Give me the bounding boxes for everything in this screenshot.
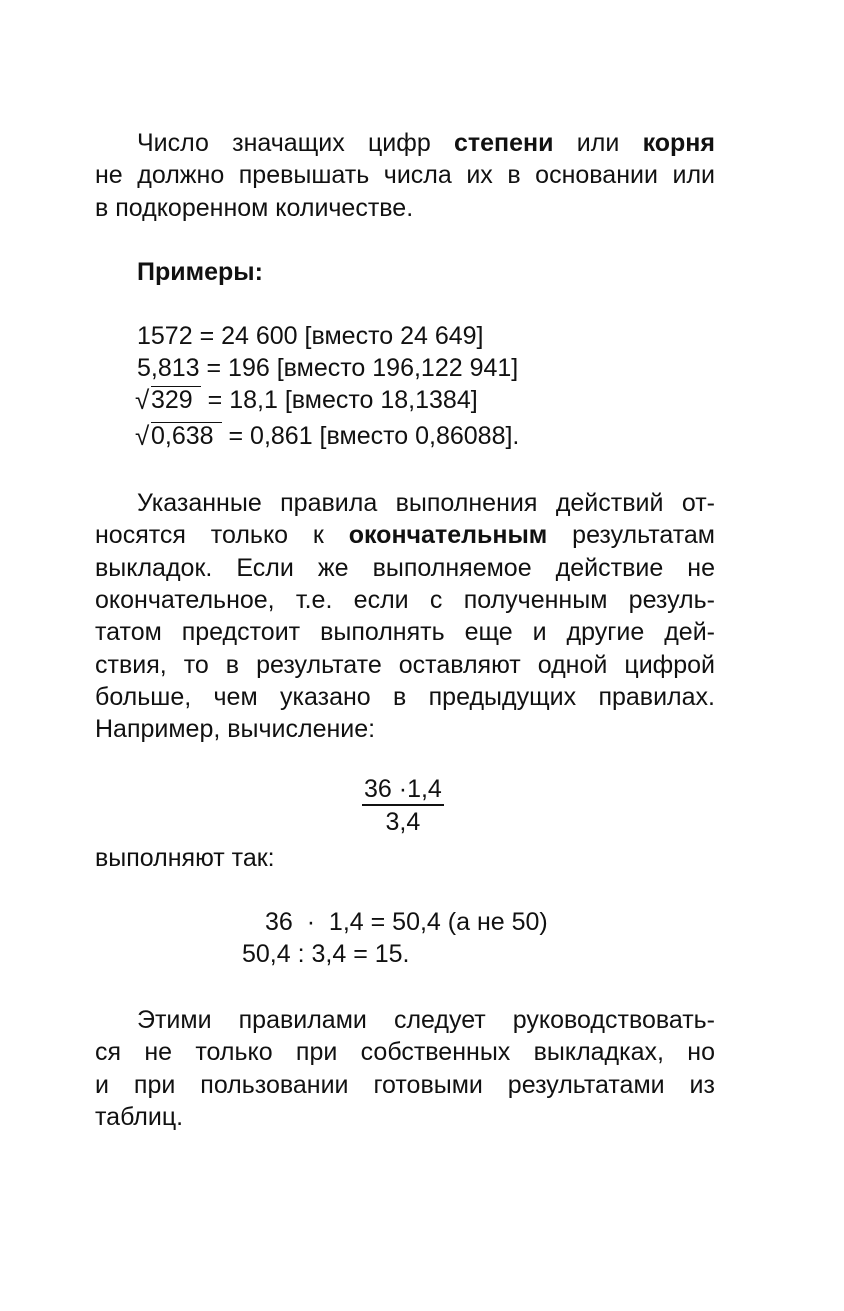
bold-term: окончательным bbox=[348, 521, 548, 550]
square-root bbox=[137, 384, 201, 416]
fraction-denominator: 3,4 bbox=[385, 808, 421, 836]
text-segment: результатам bbox=[547, 521, 715, 550]
example-result: = 18,1 [вместо 18,1384] bbox=[200, 386, 478, 414]
example-base: 1572 bbox=[137, 322, 193, 350]
text-segment: и при пользовании готовыми результатами из bbox=[95, 1070, 715, 1099]
text-segment: выкладок. Если же выполняемое действие не bbox=[95, 553, 715, 582]
done-as-label: выполняют так: bbox=[95, 844, 275, 872]
radicand: 329 bbox=[151, 386, 201, 413]
text-line bbox=[95, 159, 715, 191]
text-line bbox=[95, 552, 715, 584]
equation-1: 36 · 1,4 = 50,4 (а не 50) bbox=[265, 908, 548, 936]
text-line bbox=[95, 519, 715, 551]
text-segment: Указанные правила выполнения действий от- bbox=[137, 489, 715, 517]
text-segment: татом предстоит выполнять еще и другие дей- bbox=[95, 618, 715, 647]
text-line bbox=[137, 127, 715, 159]
text-segment: ствия, то в результате оставляют одной цифрой bbox=[95, 650, 715, 679]
text-segment: ся не только при собственных выкладках, но bbox=[95, 1038, 715, 1067]
text-segment: Число значащих цифр bbox=[137, 129, 454, 157]
text-line bbox=[95, 1036, 715, 1068]
text-line bbox=[95, 1069, 715, 1101]
text-line bbox=[95, 713, 715, 745]
equation-2: 50,4 : 3,4 = 15. bbox=[242, 940, 410, 968]
text-segment: или bbox=[553, 129, 643, 157]
square-root bbox=[137, 420, 222, 452]
text-line bbox=[95, 649, 715, 681]
example-result: = 196 [вместо 196,122 941] bbox=[199, 354, 519, 382]
bold-term: корня bbox=[642, 129, 715, 157]
example-line bbox=[137, 384, 715, 416]
fraction-expression bbox=[362, 774, 444, 838]
text-segment: Например, вычисление: bbox=[95, 715, 376, 744]
text-line bbox=[95, 192, 715, 224]
example-line bbox=[137, 352, 715, 384]
text-line bbox=[95, 584, 715, 616]
bold-term: степени bbox=[454, 129, 554, 157]
example-result: = 0,861 [вместо 0,86088]. bbox=[221, 422, 520, 450]
text-segment: в подкоренном количестве. bbox=[95, 193, 414, 222]
text-line bbox=[95, 616, 715, 648]
example-line bbox=[137, 420, 715, 452]
text-segment: больше, чем указано в предыдущих правилах. bbox=[95, 682, 715, 711]
fraction-numerator: 36 ·1,4 bbox=[362, 774, 444, 806]
example-result: = 24 600 [вместо 24 649] bbox=[192, 322, 484, 350]
radicand: 0,638 bbox=[151, 422, 222, 449]
example-line bbox=[137, 320, 715, 352]
text-segment: Этими правилами следует руководствовать- bbox=[137, 1006, 715, 1034]
examples-heading: Примеры: bbox=[137, 258, 263, 286]
text-segment: носятся только к bbox=[95, 521, 349, 550]
text-segment: таблиц. bbox=[95, 1102, 184, 1131]
text-line bbox=[95, 1101, 715, 1133]
text-line bbox=[137, 1004, 715, 1036]
text-line bbox=[137, 487, 715, 519]
example-base: 5,813 bbox=[137, 354, 200, 382]
text-segment: не должно превышать числа их в основании или bbox=[95, 161, 715, 190]
text-segment: окончательное, т.е. если с полученным резуль- bbox=[95, 585, 715, 614]
text-line bbox=[95, 681, 715, 713]
